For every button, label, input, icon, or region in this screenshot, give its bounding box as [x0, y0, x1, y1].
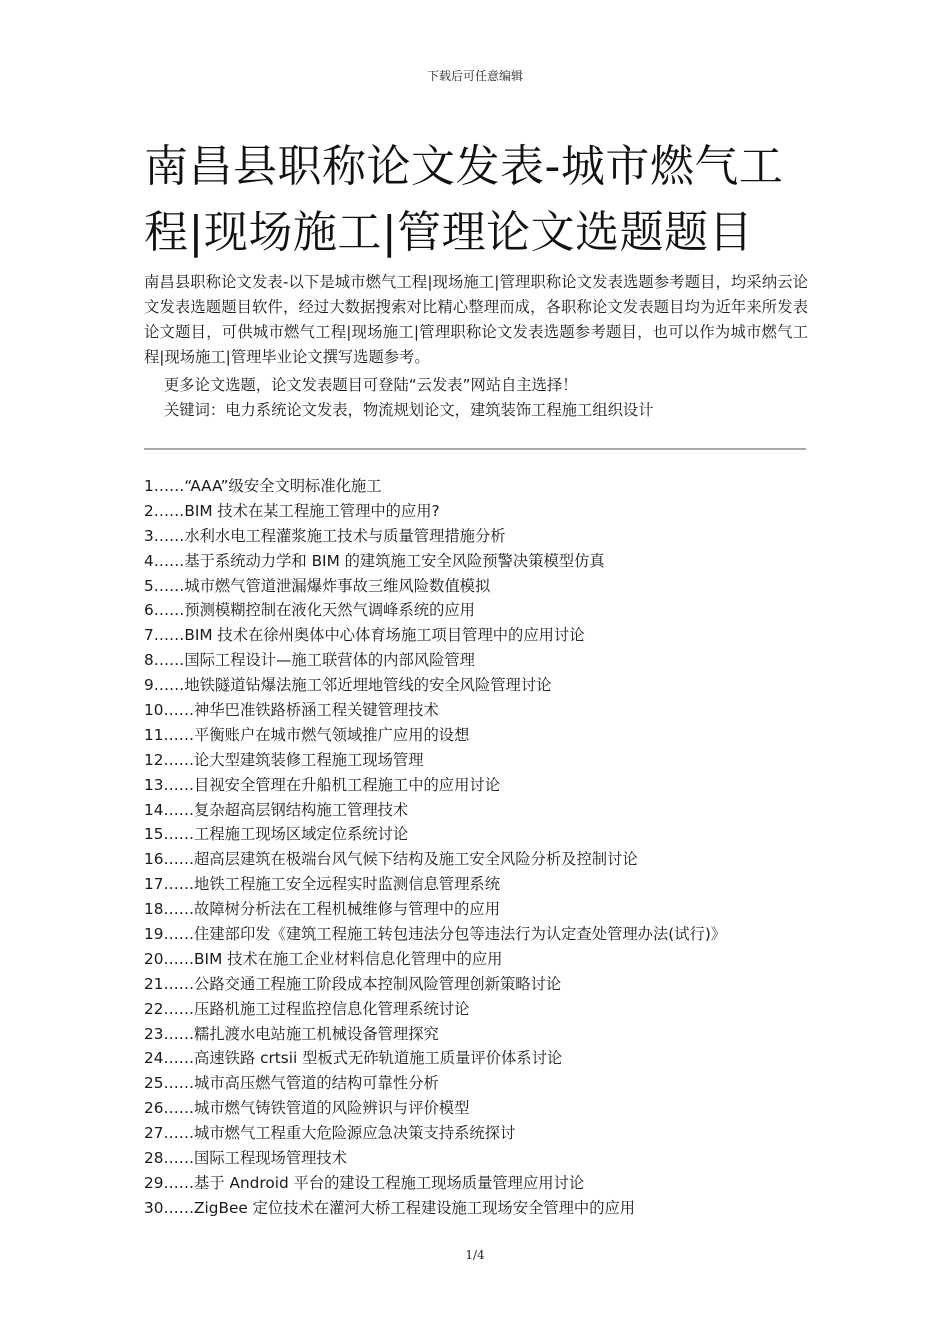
intro-paragraph: 南昌县职称论文发表-以下是城市燃气工程|现场施工|管理职称论文发表选题参考题目，均采纳云论文发表选题题目软件，经过大数据搜索对比精心整理而成，各职称论文发表题目均为近年来所发表论文题目，可供城市燃气工程|现场施工|管理职称论文发表选题参考题目，也可以作为城市燃气工程|现场施工|管理毕业论文撰写选题参考。 [144, 273, 808, 366]
topic-item: 5……城市燃气管道泄漏爆炸事故三维风险数值模拟 [144, 576, 491, 595]
page-header: 下载后可任意编辑 [426, 69, 523, 83]
topic-item: 25……城市高压燃气管道的结构可靠性分析 [144, 1074, 439, 1093]
more-topics-note: 更多论文选题，论文发表题目可登陆“云发表”网站自主选择！ [164, 376, 578, 394]
topic-item: 24……高速铁路 crtsii 型板式无砟轨道施工质量评价体系讨论 [144, 1049, 563, 1068]
topic-item: 6……预测模糊控制在液化天然气调峰系统的应用 [144, 601, 475, 620]
topic-item: 12……论大型建筑装修工程施工现场管理 [144, 750, 424, 769]
topic-item: 30……ZigBee 定位技术在灌河大桥工程建设施工现场安全管理中的应用 [144, 1198, 636, 1217]
topic-item: 16……超高层建筑在极端台风气候下结构及施工安全风险分析及控制讨论 [144, 850, 638, 869]
topic-item: 7……BIM 技术在徐州奥体中心体育场施工项目管理中的应用讨论 [144, 626, 585, 645]
topic-item: 10……神华巴准铁路桥涵工程关键管理技术 [144, 701, 439, 720]
document-title: 南昌县职称论文发表-城市燃气工程|现场施工|管理论文选题题目 [144, 141, 784, 258]
topic-item: 8……国际工程设计—施工联营体的内部风险管理 [144, 651, 475, 670]
topic-item: 9……地铁隧道钻爆法施工邻近埋地管线的安全风险管理讨论 [144, 676, 552, 695]
topic-item: 11……平衡账户在城市燃气领域推广应用的设想 [144, 725, 470, 744]
topic-item: 23……糯扎渡水电站施工机械设备管理探究 [144, 1024, 439, 1043]
topic-item: 18……故障树分析法在工程机械维修与管理中的应用 [144, 900, 500, 919]
topic-item: 14……复杂超高层钢结构施工管理技术 [144, 800, 409, 819]
keywords-line: 关键词：电力系统论文发表，物流规划论文，建筑装饰工程施工组织设计 [164, 401, 654, 419]
topic-item: 17……地铁工程施工安全远程实时监测信息管理系统 [144, 875, 500, 894]
topic-item: 29……基于 Android 平台的建设工程施工现场质量管理应用讨论 [144, 1173, 585, 1192]
topic-item: 20……BIM 技术在施工企业材料信息化管理中的应用 [144, 949, 503, 968]
topic-item: 2……BIM 技术在某工程施工管理中的应用? [144, 501, 440, 520]
page-number: 1/4 [465, 1248, 485, 1262]
topic-item: 1……“AAA”级安全文明标准化施工 [144, 477, 382, 495]
topic-item: 26……城市燃气铸铁管道的风险辨识与评价模型 [144, 1099, 470, 1118]
topic-item: 19……住建部印发《建筑工程施工转包违法分包等违法行为认定查处管理办法(试行)》 [144, 925, 727, 944]
topic-item: 28……国际工程现场管理技术 [144, 1149, 348, 1168]
topic-item: 22……压路机施工过程监控信息化管理系统讨论 [144, 999, 470, 1018]
section-divider [144, 448, 806, 450]
topic-list [144, 474, 726, 1221]
topic-item: 21……公路交通工程施工阶段成本控制风险管理创新策略讨论 [144, 974, 562, 993]
topic-item: 13……目视安全管理在升船机工程施工中的应用讨论 [144, 775, 500, 794]
topic-item: 27……城市燃气工程重大危险源应急决策支持系统探讨 [144, 1124, 516, 1143]
topic-item: 3……水利水电工程灌浆施工技术与质量管理措施分析 [144, 526, 506, 545]
topic-item: 4……基于系统动力学和 BIM 的建筑施工安全风险预警决策模型仿真 [144, 551, 605, 570]
topic-item: 15……工程施工现场区域定位系统讨论 [144, 825, 409, 844]
